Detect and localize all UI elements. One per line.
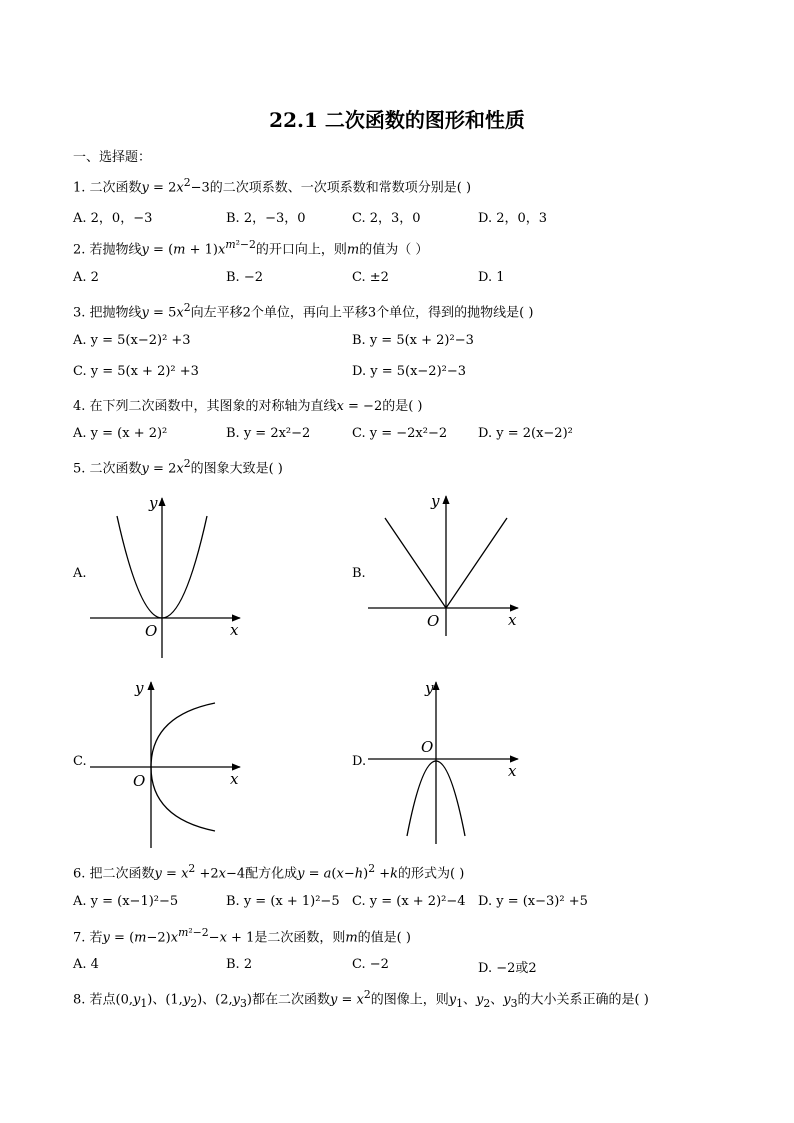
q7-option-d: D. −2或2 [478,961,537,976]
q7-option-b: B. 2 [226,957,253,972]
q1-option-a: A. 2，0，−3 [73,211,153,226]
origin-label: O [133,772,146,790]
question-3-stem: 3. 把抛物线$y = 5x^2$向左平移2个单位，再向上平移3个单位，得到的抛物线是( ) [73,301,534,321]
q3-option-a: A. y = 5(x−2)² +3 [73,333,191,348]
q4-option-b: B. y = 2x²−2 [226,426,311,441]
x-axis-label: x [230,770,239,788]
section-heading: 一、选择题： [73,150,152,165]
x-axis-label: x [508,611,517,629]
q3-option-b: B. y = 5(x + 2)²−3 [352,333,474,348]
q6-option-b: B. y = (x + 1)²−5 [226,894,340,909]
graph-b [365,488,525,638]
q2-option-c: C. ±2 [352,270,389,285]
graph-d [365,676,525,846]
graph-a [85,488,255,660]
q5-option-c-label: C. [73,754,87,769]
q6-option-c: C. y = (x + 2)²−4 [352,894,466,909]
q5-option-b-label: B. [352,566,366,581]
y-axis-label: y [431,492,440,510]
q7-option-c: C. −2 [352,957,389,972]
q1-option-b: B. 2，−3，0 [226,211,306,226]
q2-option-d: D. 1 [478,270,505,285]
q1-option-c: C. 2，3，0 [352,211,421,226]
q6-option-a: A. y = (x−1)²−5 [73,894,179,909]
origin-label: O [421,738,434,756]
q2-option-a: A. 2 [73,270,99,285]
q4-option-d: D. y = 2(x−2)² [478,426,573,441]
question-1-stem: 1. 二次函数$y = 2x^2-3$的二次项系数、一次项系数和常数项分别是( ) [73,176,472,196]
page-title: 22.1 二次函数的图形和性质 [269,108,525,132]
question-7-stem: 7. 若$y = (m-2)x^{m^2-2}-x + 1$是二次函数，则m的值是( ) [73,926,411,946]
x-axis-label: x [508,762,517,780]
question-8-stem: 8. 若点$(0,y_1)$、$(1,y_2)$、$(2,y_3)$都在二次函数$y = x^2$的图像上，则$y_1$、$y_2$、$y_3$的大小关系正确的是( ) [73,988,649,1010]
question-6-stem: 6. 把二次函数$y = x^2 +2x-4$配方化成$y = a(x-h)^2 +k$的形式为( ) [73,862,465,882]
question-5-stem: 5. 二次函数$y = 2x^2$的图象大致是( ) [73,457,283,477]
question-2-stem: 2. 若抛物线$y = (m + 1)x^{m^2-2}$的开口向上，则m的值为（ ） [73,238,429,258]
question-4-stem: 4. 在下列二次函数中，其图象的对称轴为直线x = −2的是( ) [73,399,423,414]
origin-label: O [427,612,440,630]
x-axis-label: x [230,621,239,639]
q6-option-d: D. y = (x−3)² +5 [478,894,588,909]
q3-option-d: D. y = 5(x−2)²−3 [352,364,467,379]
q2-option-b: B. −2 [226,270,263,285]
q7-option-a: A. 4 [73,957,99,972]
q1-option-d: D. 2，0，3 [478,211,548,226]
q4-option-a: A. y = (x + 2)² [73,426,168,441]
origin-label: O [145,622,158,640]
y-axis-label: y [135,679,144,697]
y-axis-label: y [149,494,158,512]
q5-option-d-label: D. [352,754,367,769]
graph-c [85,676,255,851]
q3-option-c: C. y = 5(x + 2)² +3 [73,364,199,379]
q4-option-c: C. y = −2x²−2 [352,426,448,441]
y-axis-label: y [425,679,434,697]
q5-option-a-label: A. [73,566,87,581]
